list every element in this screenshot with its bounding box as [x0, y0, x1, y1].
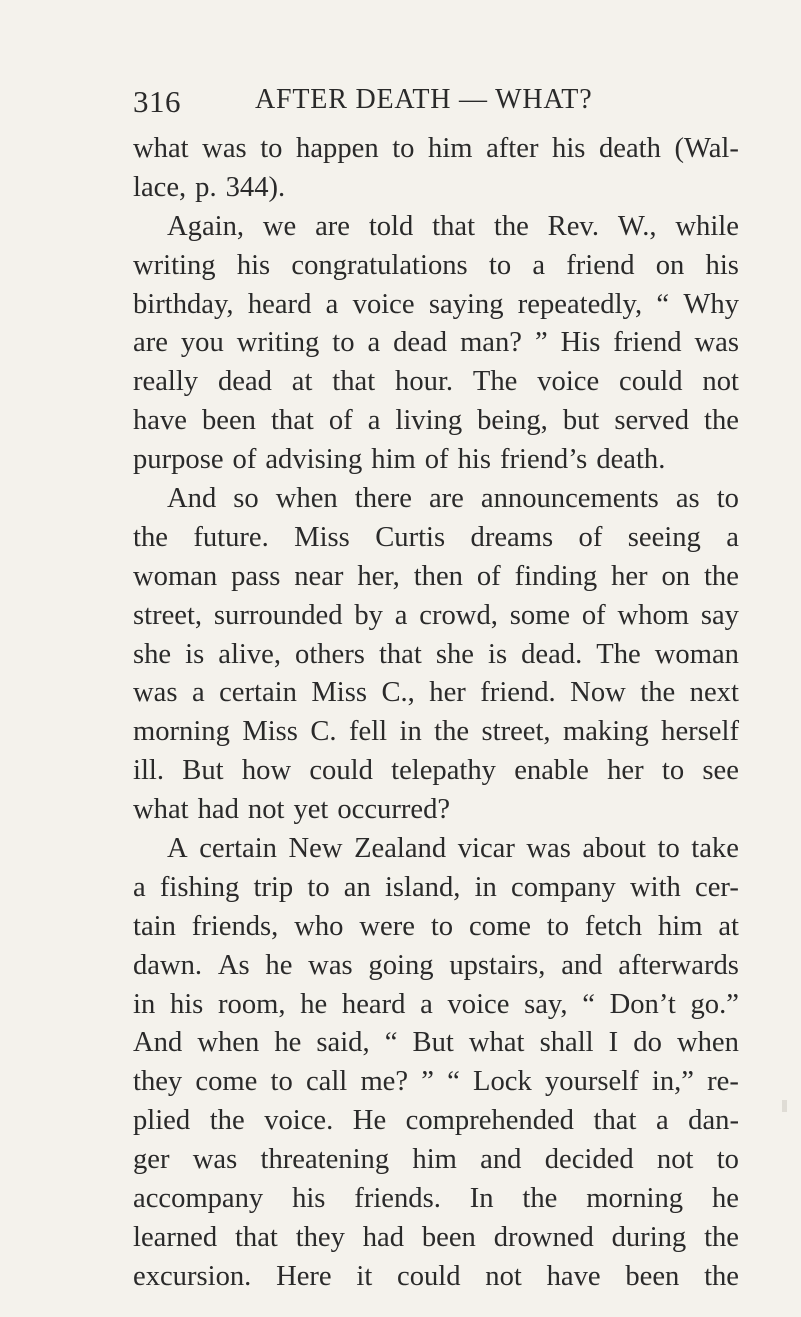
text-line: they come to call me? ” “ Lock yourself in,” re-: [133, 1066, 739, 1098]
text-line: are you writing to a dead man? ” His friend was: [133, 327, 739, 359]
text-line: plied the voice. He comprehended that a dan-: [133, 1105, 739, 1137]
text-line: ill. But how could telepathy enable her to see: [133, 755, 739, 787]
text-line: in his room, he heard a voice say, “ Don’t go.”: [133, 988, 739, 1020]
body-text: [133, 130, 739, 1297]
text-line: birthday, heard a voice saying repeatedly, “ Why: [133, 288, 739, 320]
text-line: learned that they had been drowned during the: [133, 1221, 739, 1253]
text-line: And so when there are announcements as to: [167, 483, 739, 515]
text-line: the future. Miss Curtis dreams of seeing a: [133, 521, 739, 553]
text-line: dawn. As he was going upstairs, and afterwards: [133, 949, 739, 981]
text-line: really dead at that hour. The voice could not: [133, 366, 739, 398]
text-line: morning Miss C. fell in the street, making herself: [133, 716, 739, 748]
text-line: have been that of a living being, but served the: [133, 405, 739, 437]
text-line: what had not yet occurred?: [133, 794, 451, 826]
text-line: ger was threatening him and decided not to: [133, 1144, 739, 1176]
paper-speck: [782, 1100, 787, 1112]
text-line: she is alive, others that she is dead. The woman: [133, 638, 739, 670]
running-head: AFTER DEATH — WHAT?: [255, 84, 593, 115]
page-number: 316: [133, 84, 181, 119]
text-line: And when he said, “ But what shall I do when: [133, 1027, 739, 1059]
text-line: Again, we are told that the Rev. W., while: [167, 210, 739, 242]
text-line: woman pass near her, then of finding her on the: [133, 560, 739, 592]
text-line: excursion. Here it could not have been the: [133, 1260, 739, 1292]
text-line: a fishing trip to an island, in company with cer-: [133, 871, 739, 903]
text-line: tain friends, who were to come to fetch him at: [133, 910, 739, 942]
text-line: writing his congratulations to a friend on his: [133, 249, 739, 281]
text-line: lace, p. 344).: [133, 171, 286, 203]
text-line: accompany his friends. In the morning he: [133, 1183, 739, 1215]
text-line: purpose of advising him of his friend’s death.: [133, 444, 666, 476]
text-line: was a certain Miss C., her friend. Now the next: [133, 677, 739, 709]
text-line: street, surrounded by a crowd, some of whom say: [133, 599, 739, 631]
text-line: A certain New Zealand vicar was about to take: [167, 833, 739, 865]
text-line: what was to happen to him after his death (Wal-: [133, 133, 739, 164]
page-header: [0, 80, 801, 120]
